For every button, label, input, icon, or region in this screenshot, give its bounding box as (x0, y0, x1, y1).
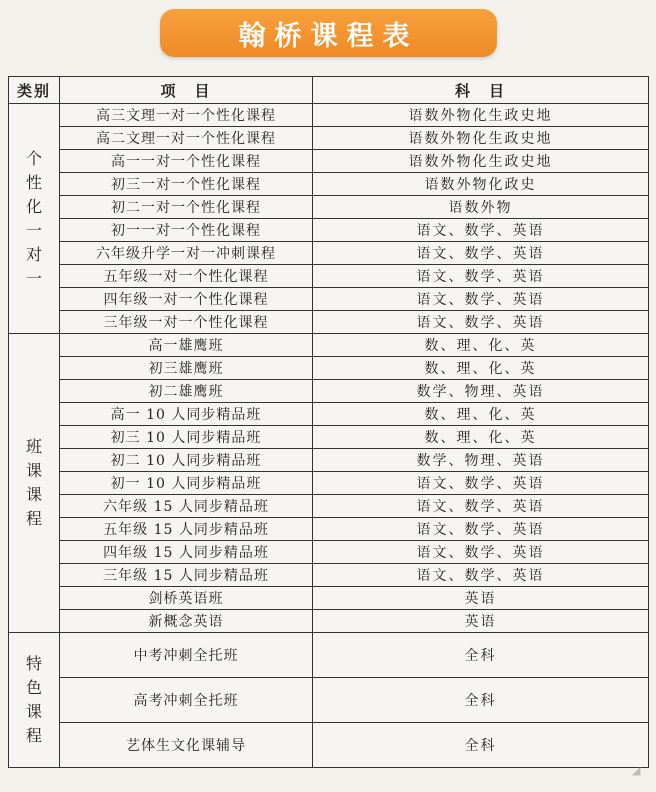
table-row (9, 541, 649, 564)
project-cell: 六年级 15 人同步精品班 (60, 495, 313, 518)
table-row (9, 403, 649, 426)
subject-cell: 数、理、化、英 (313, 403, 649, 426)
header-project: 项 目 (60, 77, 313, 104)
project-cell: 四年级 15 人同步精品班 (60, 541, 313, 564)
subject-cell: 英语 (313, 587, 649, 610)
table-row (9, 311, 649, 334)
table-row (9, 265, 649, 288)
project-cell: 三年级一对一个性化课程 (60, 311, 313, 334)
subject-cell: 语数外物 (313, 196, 649, 219)
subject-cell: 语数外物化生政史地 (313, 127, 649, 150)
project-cell: 初三一对一个性化课程 (60, 173, 313, 196)
project-cell: 新概念英语 (60, 610, 313, 633)
table-row (9, 288, 649, 311)
table-row (9, 173, 649, 196)
category-label: 班课课程 (25, 437, 42, 528)
subject-cell: 语文、数学、英语 (313, 518, 649, 541)
table-row (9, 127, 649, 150)
subject-cell: 语数外物化生政史地 (313, 150, 649, 173)
project-cell: 初二一对一个性化课程 (60, 196, 313, 219)
project-cell: 初三 10 人同步精品班 (60, 426, 313, 449)
table-row (9, 196, 649, 219)
table-row (9, 357, 649, 380)
project-cell: 初二 10 人同步精品班 (60, 449, 313, 472)
subject-cell: 全科 (313, 633, 649, 678)
subject-cell: 语文、数学、英语 (313, 495, 649, 518)
table-row (9, 242, 649, 265)
subject-cell: 语文、数学、英语 (313, 311, 649, 334)
table-row (9, 587, 649, 610)
subject-cell: 语数外物化政史 (313, 173, 649, 196)
subject-cell: 全科 (313, 723, 649, 768)
subject-cell: 语文、数学、英语 (313, 564, 649, 587)
table-row (9, 104, 649, 127)
project-cell: 五年级一对一个性化课程 (60, 265, 313, 288)
subject-cell: 数学、物理、英语 (313, 449, 649, 472)
title-banner (160, 9, 497, 57)
project-cell: 剑桥英语班 (60, 587, 313, 610)
subject-cell: 语文、数学、英语 (313, 288, 649, 311)
category-cell (9, 633, 60, 768)
category-cell (9, 334, 60, 633)
subject-cell: 语文、数学、英语 (313, 541, 649, 564)
project-cell: 四年级一对一个性化课程 (60, 288, 313, 311)
table-row (9, 380, 649, 403)
project-cell: 高一 10 人同步精品班 (60, 403, 313, 426)
table-row (9, 610, 649, 633)
table-row (9, 334, 649, 357)
table-row (9, 678, 649, 723)
table-row (9, 633, 649, 678)
project-cell: 五年级 15 人同步精品班 (60, 518, 313, 541)
subject-cell: 语数外物化生政史地 (313, 104, 649, 127)
category-label: 特色课程 (25, 654, 42, 745)
category-cell (9, 104, 60, 334)
table-row (9, 564, 649, 587)
header-subject: 科 目 (313, 77, 649, 104)
subject-cell: 数、理、化、英 (313, 426, 649, 449)
project-cell: 高考冲刺全托班 (60, 678, 313, 723)
subject-cell: 英语 (313, 610, 649, 633)
subject-cell: 语文、数学、英语 (313, 472, 649, 495)
header-category: 类别 (9, 77, 60, 104)
table-row (9, 495, 649, 518)
project-cell: 艺体生文化课辅导 (60, 723, 313, 768)
subject-cell: 语文、数学、英语 (313, 242, 649, 265)
subject-cell: 数、理、化、英 (313, 334, 649, 357)
table-row (9, 723, 649, 768)
project-cell: 高二文理一对一个性化课程 (60, 127, 313, 150)
subject-cell: 语文、数学、英语 (313, 219, 649, 242)
table-row (9, 472, 649, 495)
project-cell: 高三文理一对一个性化课程 (60, 104, 313, 127)
table-row (9, 219, 649, 242)
project-cell: 初一一对一个性化课程 (60, 219, 313, 242)
table-header-row (9, 77, 649, 104)
project-cell: 六年级升学一对一冲刺课程 (60, 242, 313, 265)
project-cell: 高一一对一个性化课程 (60, 150, 313, 173)
corner-mark: ◢ (632, 764, 641, 777)
project-cell: 中考冲刺全托班 (60, 633, 313, 678)
subject-cell: 全科 (313, 678, 649, 723)
page-title: 翰桥课程表 (238, 20, 419, 52)
schedule-table (8, 76, 649, 768)
project-cell: 三年级 15 人同步精品班 (60, 564, 313, 587)
table-row (9, 150, 649, 173)
table-row (9, 449, 649, 472)
subject-cell: 语文、数学、英语 (313, 265, 649, 288)
table-row (9, 518, 649, 541)
table-row (9, 426, 649, 449)
project-cell: 初一 10 人同步精品班 (60, 472, 313, 495)
table-body (9, 104, 649, 768)
category-label: 个性化一对一 (25, 148, 42, 288)
subject-cell: 数学、物理、英语 (313, 380, 649, 403)
project-cell: 高一雄鹰班 (60, 334, 313, 357)
project-cell: 初三雄鹰班 (60, 357, 313, 380)
subject-cell: 数、理、化、英 (313, 357, 649, 380)
project-cell: 初二雄鹰班 (60, 380, 313, 403)
